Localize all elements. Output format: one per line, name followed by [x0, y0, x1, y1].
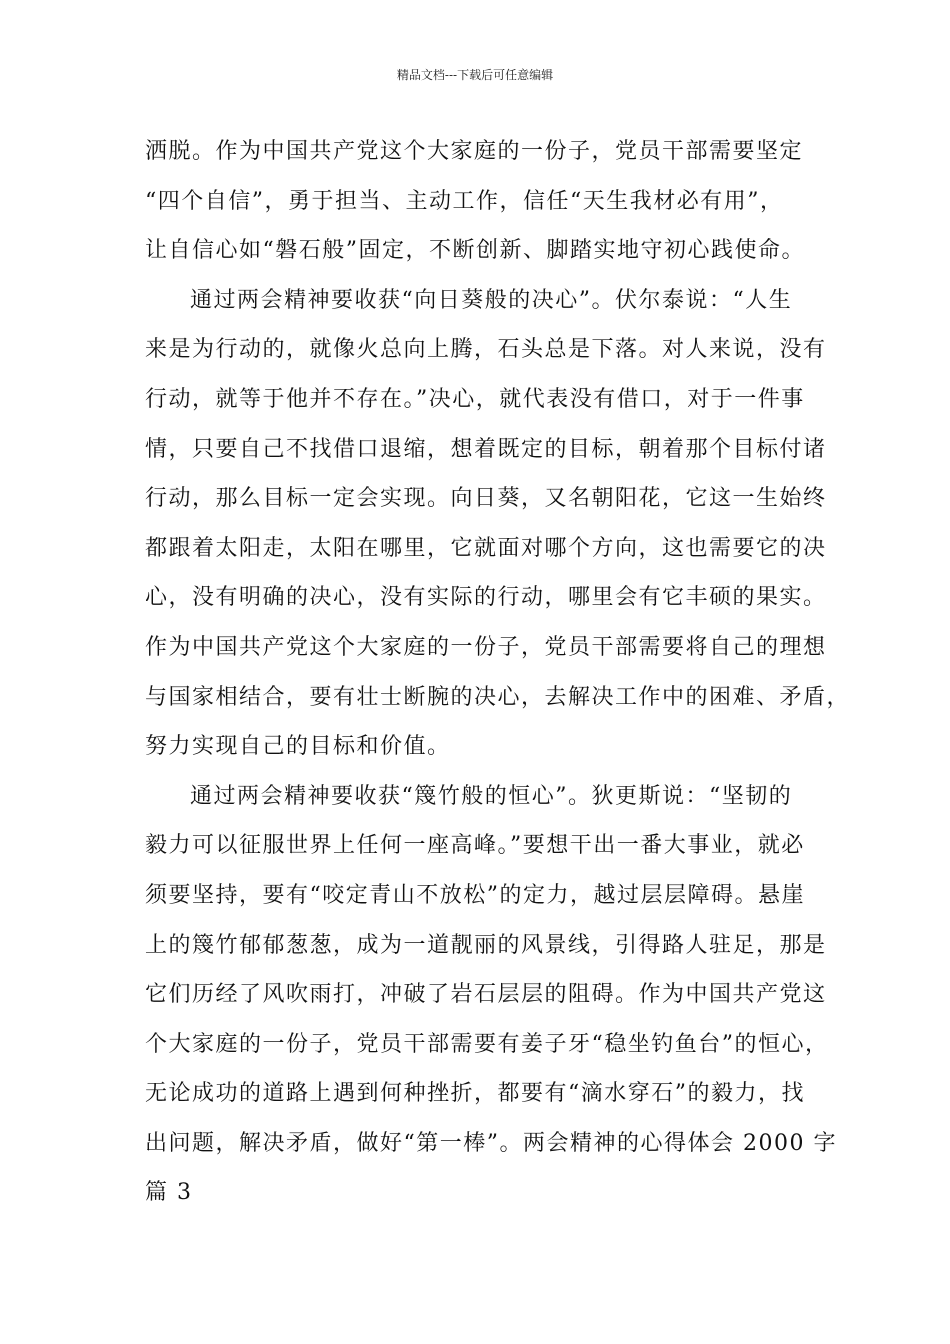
text-line: 上的篾竹郁郁葱葱，成为一道靓丽的风景线，引得路人驻足，那是: [145, 932, 827, 958]
text-line: 须要坚持，要有“咬定青山不放松”的定力，越过层层障碍。悬崖: [145, 882, 805, 908]
document-body: [145, 127, 851, 1218]
text-line: 作为中国共产党这个大家庭的一份子，党员干部需要将自己的理想: [145, 634, 827, 660]
text-line: 无论成功的道路上遇到何种挫折，都要有“滴水穿石”的毅力，找: [145, 1081, 805, 1107]
text-line: 行动，就等于他并不存在。”决心，就代表没有借口，对于一件事: [145, 386, 805, 412]
text-line: 情，只要自己不找借口退缩，想着既定的目标，朝着那个目标付诸: [145, 436, 827, 462]
text-line: 毅力可以征服世界上任何一座高峰。”要想干出一番大事业，就必: [145, 833, 805, 859]
text-line: 通过两会精神要收获“向日葵般的决心”。伏尔泰说：“人生: [190, 287, 793, 313]
text-line: 来是为行动的，就像火总向上腾，石头总是下落。对人来说，没有: [145, 337, 827, 363]
text-line: 与国家相结合，要有壮士断腕的决心，去解决工作中的困难、矛盾，: [145, 684, 851, 710]
text-line: 个大家庭的一份子，党员干部需要有姜子牙“稳坐钓鱼台”的恒心，: [145, 1031, 829, 1057]
text-line: “四个自信”，勇于担当、主动工作，信任“天生我材必有用”，: [145, 188, 784, 214]
text-line: 它们历经了风吹雨打，冲破了岩石层层的阻碍。作为中国共产党这: [145, 982, 827, 1008]
page-header: 精品文档---下载后可任意编辑: [396, 68, 554, 82]
text-line: 通过两会精神要收获“篾竹般的恒心”。狄更斯说：“坚韧的: [190, 783, 793, 809]
text-line: 努力实现自己的目标和价值。: [145, 734, 451, 760]
text-line: 出问题，解决矛盾，做好“第一棒”。两会精神的心得体会 2000 字: [145, 1130, 837, 1156]
text-line: 行动，那么目标一定会实现。向日葵，又名朝阳花，它这一生始终: [145, 486, 827, 512]
text-line: 洒脱。作为中国共产党这个大家庭的一份子，党员干部需要坚定: [145, 139, 804, 164]
text-line: 心，没有明确的决心，没有实际的行动，哪里会有它丰硕的果实。: [145, 585, 827, 611]
text-line: 让自信心如“磐石般”固定，不断创新、脚踏实地守初心践使命。: [145, 238, 805, 264]
text-line: 篇 3: [145, 1180, 193, 1206]
text-line: 都跟着太阳走，太阳在哪里，它就面对哪个方向，这也需要它的决: [145, 535, 827, 561]
